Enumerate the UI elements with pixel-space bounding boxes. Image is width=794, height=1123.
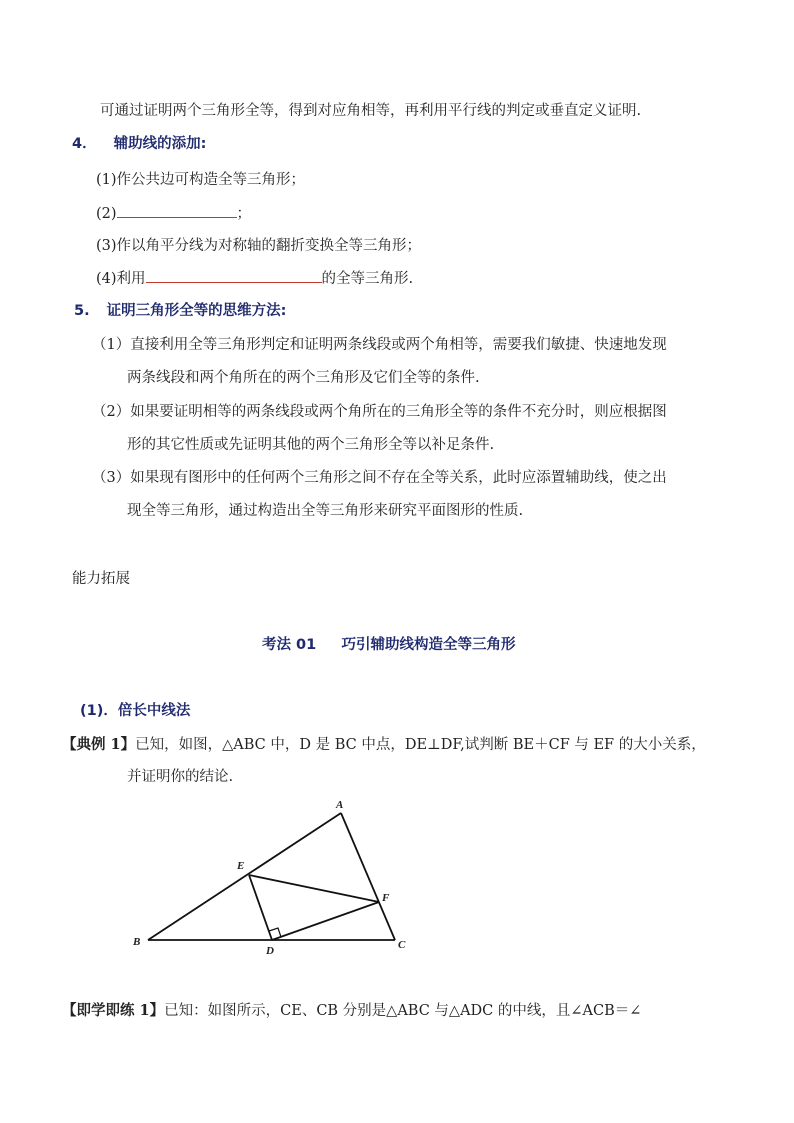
item-4-prefix: (4)利用	[96, 271, 146, 287]
practice-1-tag: 【即学即练 1】	[62, 1002, 165, 1019]
item-2-fill-blank	[96, 203, 251, 224]
label-D: D	[266, 945, 274, 957]
item-2-prefix: (2)	[96, 206, 117, 222]
label-A: A	[336, 799, 344, 811]
heading-4	[72, 134, 206, 154]
heading-4-text: 辅助线的添加:	[113, 136, 207, 152]
label-B: B	[133, 936, 141, 948]
label-E: E	[237, 860, 245, 872]
label-C: C	[398, 939, 406, 951]
segment-BA	[148, 813, 341, 940]
example-1-line-2: 并证明你的结论.	[127, 769, 234, 785]
item-2-suffix: ；	[236, 206, 252, 222]
segment-DF	[272, 902, 379, 940]
section-ability-extension: 能力拓展	[72, 571, 130, 587]
heading-4-number: 4．	[72, 136, 97, 152]
segment-ED	[249, 875, 272, 940]
paragraph-2-line-1: （2）如果要证明相等的两条线段或两个角所在的三角形全等的条件不充分时，则应根据图	[92, 404, 667, 420]
segment-EF	[249, 875, 379, 902]
item-3-angle-bisector: (3)作以角平分线为对称轴的翻折变换全等三角形；	[96, 238, 422, 254]
item-4-suffix: 的全等三角形.	[321, 271, 414, 287]
text-line-proof-method: 可通过证明两个三角形全等，得到对应角相等，再利用平行线的判定或垂直定义证明.	[100, 103, 642, 119]
item-1-common-side: (1)作公共边可构造全等三角形；	[96, 172, 306, 188]
blank-2[interactable]	[117, 203, 237, 218]
example-1-tag: 【典例 1】	[62, 736, 136, 753]
practice-1-line-1	[62, 1001, 641, 1021]
example-1-line-1	[62, 735, 706, 755]
heading-5	[74, 301, 286, 321]
blank-4[interactable]	[146, 268, 322, 283]
triangle-figure	[120, 795, 420, 965]
subheading-median-doubling: (1)．倍长中线法	[80, 703, 191, 719]
paragraph-3-line-1: （3）如果现有图形中的任何两个三角形之间不存在全等关系，此时应添置辅助线，使之出	[92, 470, 667, 486]
paragraph-3-line-2: 现全等三角形，通过构造出全等三角形来研究平面图形的性质.	[127, 503, 524, 519]
paragraph-1-line-1: （1）直接利用全等三角形判定和证明两条线段或两个角相等，需要我们敏捷、快速地发现	[92, 337, 667, 353]
example-1-text: 已知，如图，△ABC 中，D 是 BC 中点，DE⊥DF,试判断 BE＋CF 与 EF 的大小关系，	[135, 737, 706, 753]
heading-5-text: 证明三角形全等的思维方法:	[106, 303, 287, 319]
paragraph-2-line-2: 形的其它性质或先证明其他的两个三角形全等以补足条件.	[127, 437, 495, 453]
practice-1-text: 已知：如图所示，CE、CB 分别是△ABC 与△ADC 的中线，且∠ACB＝∠	[164, 1003, 642, 1019]
segment-AC	[341, 813, 395, 940]
paragraph-1-line-2: 两条线段和两个角所在的两个三角形及它们全等的条件.	[127, 370, 480, 386]
heading-5-number: 5.	[74, 303, 90, 319]
kaofa-title: 考法 01 巧引辅助线构造全等三角形	[262, 637, 516, 653]
label-F: F	[382, 892, 390, 904]
item-4-fill-blank	[96, 268, 413, 289]
